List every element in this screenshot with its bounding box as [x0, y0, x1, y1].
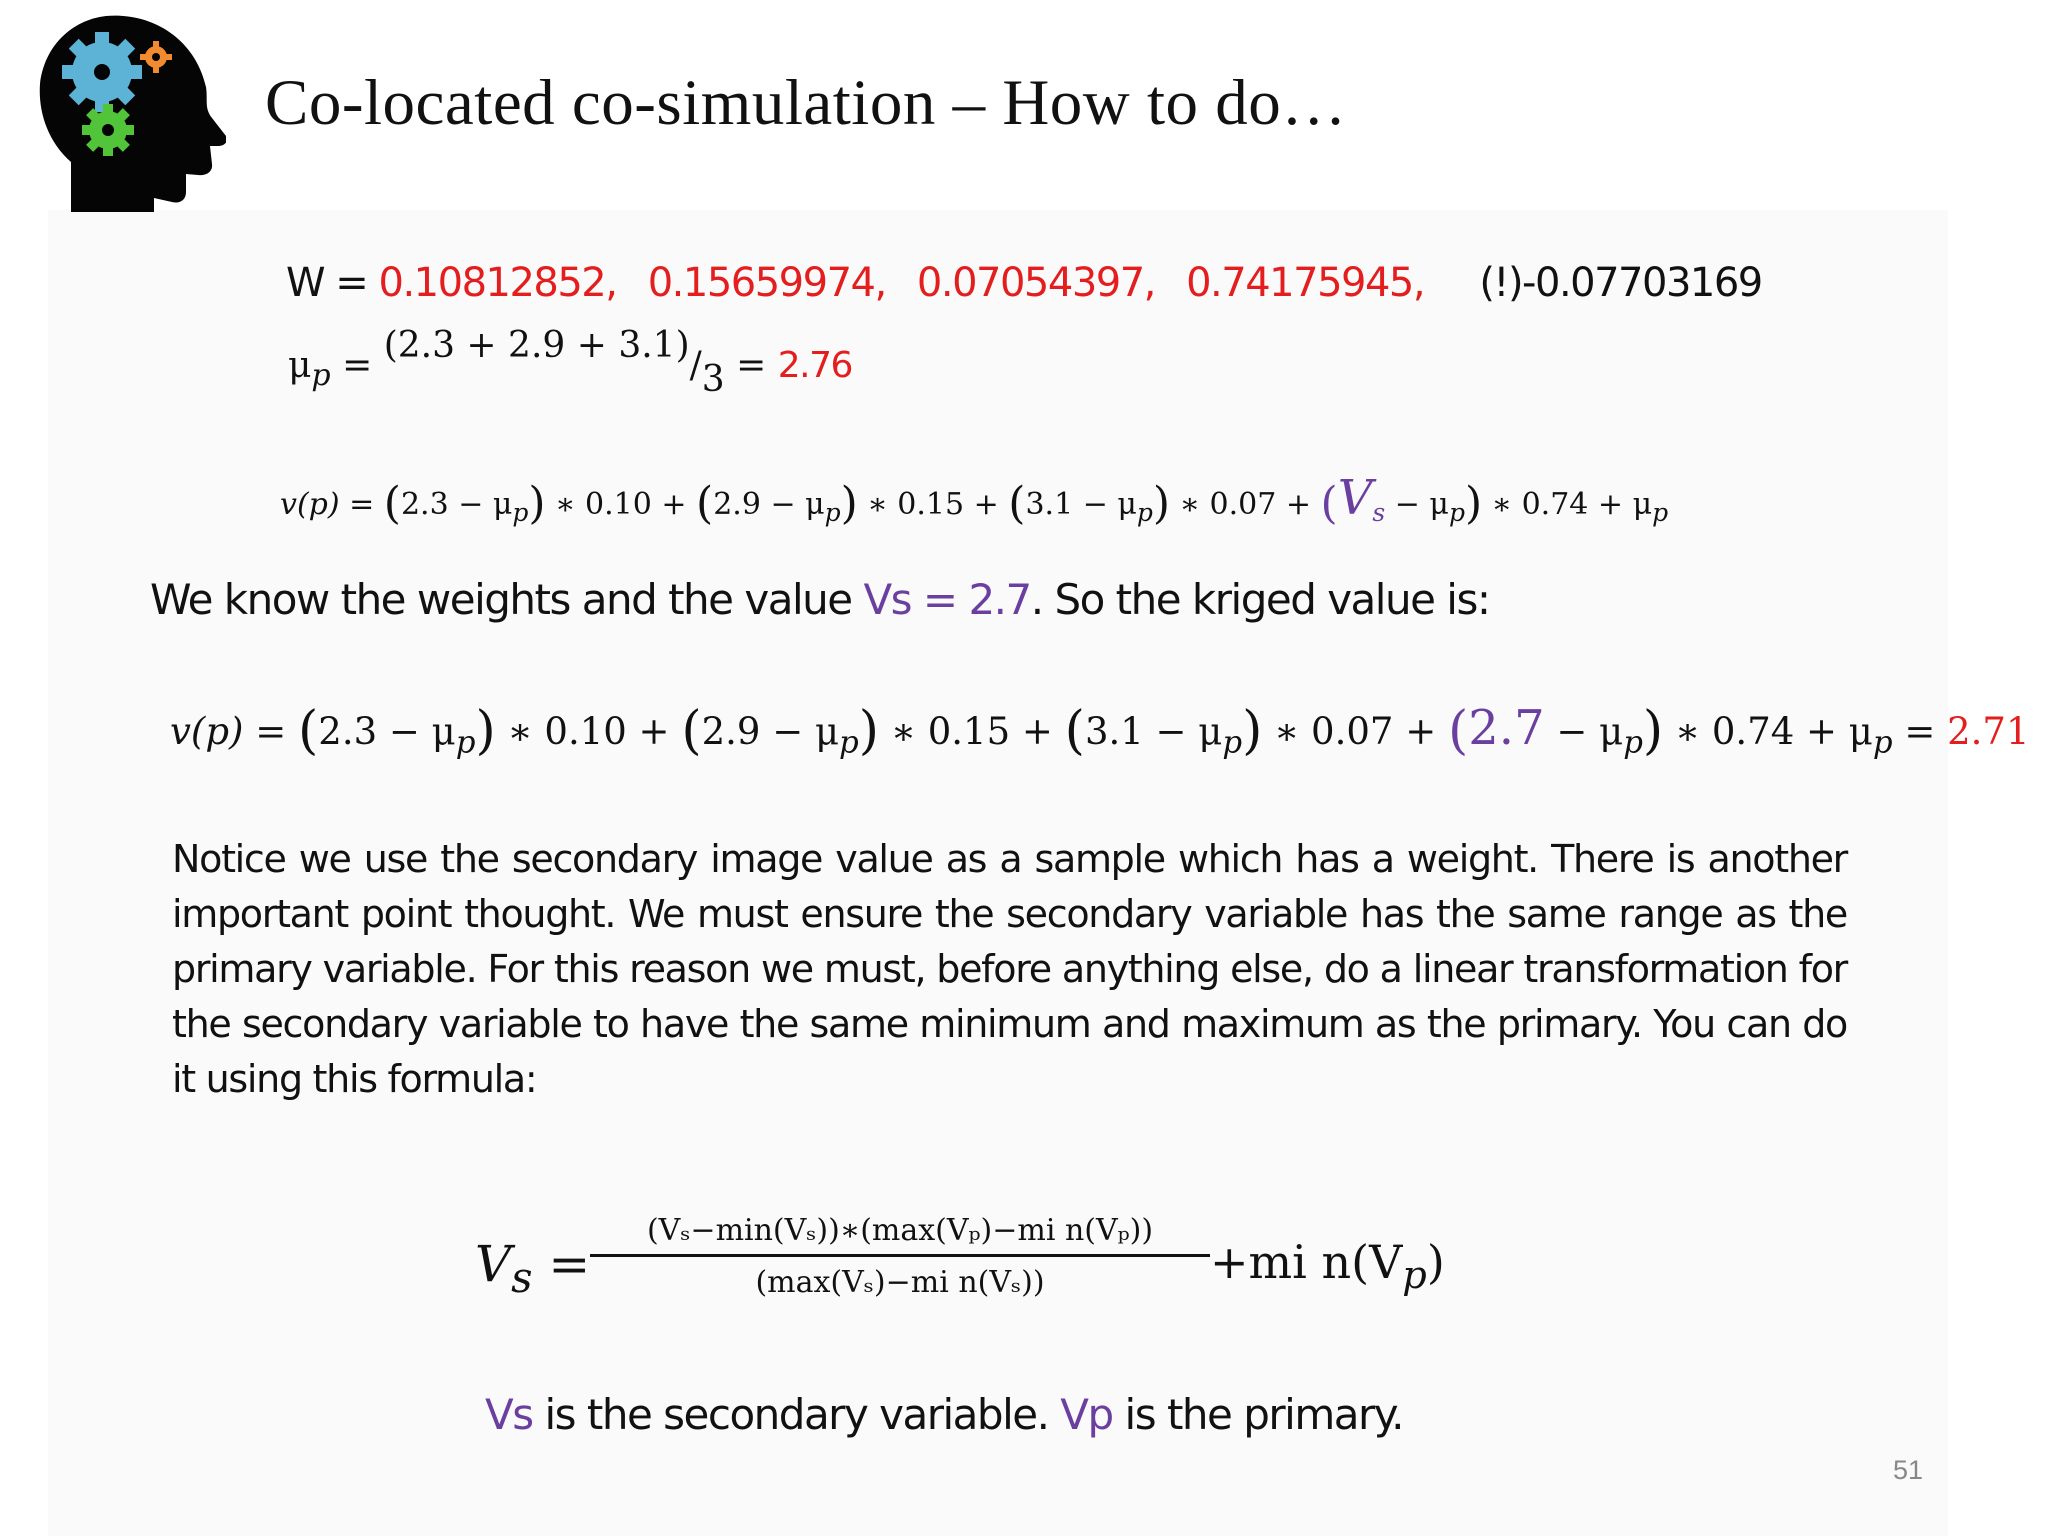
- term-1: 2.3 − μ: [318, 710, 456, 753]
- paren: ): [840, 478, 858, 529]
- paren: ): [475, 701, 496, 761]
- subscript-p: p: [839, 724, 859, 761]
- vs-value: 2.7: [1468, 700, 1545, 756]
- paren: ): [1426, 1235, 1445, 1289]
- explanation-paragraph: Notice we use the secondary image value as a sample which has a weight. There is another important point thought. We must ensure the secondary variable has the same range as the primary variable. For this reason we must, before anything else, do a linear transformation for the secondary variable to have the same minimum and maximum as the primary. You can do it using this formula:: [172, 837, 1847, 1101]
- weight-term: ∗ 0.74 + μ: [1663, 710, 1873, 753]
- paren: (: [383, 478, 401, 529]
- subscript-p: p: [1448, 498, 1465, 527]
- formula-lhs: [475, 1235, 590, 1302]
- vs-value-highlight: Vs = 2.7: [863, 575, 1031, 624]
- term-2: 2.9 − μ: [713, 487, 825, 522]
- vp-label: Vp: [1060, 1390, 1113, 1439]
- vs-label: Vs: [485, 1390, 533, 1439]
- estimator-lhs: v(p) =: [280, 487, 384, 522]
- formula-rhs: [1210, 1235, 1445, 1298]
- weight-value: 0.10812852,: [378, 260, 617, 306]
- kriged-lhs: v(p) =: [170, 710, 298, 753]
- weights-line: [286, 260, 1762, 306]
- sentence-text: We know the weights and the value: [150, 575, 864, 624]
- equals-sign: =: [342, 345, 384, 386]
- vs-symbol: V: [1337, 470, 1373, 526]
- paren: ): [528, 478, 546, 529]
- weight-term: ∗ 0.15 +: [857, 487, 1009, 522]
- estimator-equation: [280, 470, 1668, 529]
- subscript-p: p: [455, 724, 476, 761]
- paren: (: [1064, 701, 1085, 761]
- paren: (: [1320, 478, 1338, 529]
- kriged-equation: [170, 700, 2030, 761]
- term-3: 3.1 − μ: [1084, 710, 1223, 753]
- formula-denominator: (max(Vₛ)−mi n(Vₛ)): [755, 1265, 1045, 1300]
- weights-label: W =: [286, 260, 379, 306]
- weight-value: 0.15659974,: [647, 260, 886, 306]
- kriged-result: 2.71: [1947, 710, 2030, 753]
- vs-symbol: V: [475, 1235, 512, 1293]
- paren: ): [1464, 478, 1483, 529]
- paren: ): [858, 701, 880, 761]
- weight-term: ∗ 0.10 +: [545, 487, 697, 522]
- note-text: is the secondary variable.: [532, 1390, 1061, 1439]
- fraction-slash: /: [689, 345, 702, 386]
- sentence-text: . So the kriged value is:: [1030, 575, 1490, 624]
- paren: (: [1447, 701, 1469, 761]
- formula-fraction: [590, 1213, 1210, 1300]
- subscript-p: p: [512, 498, 529, 527]
- paren: ): [1642, 701, 1664, 761]
- mu-subscript: p: [311, 358, 331, 394]
- term-3: 3.1 − μ: [1025, 487, 1137, 522]
- term-4: − μ: [1385, 487, 1449, 522]
- lagrange-note: (!)-0.07703169: [1479, 260, 1762, 306]
- min-term: +mi n(V: [1210, 1235, 1403, 1289]
- paren: (: [696, 478, 714, 529]
- mean-equation: [288, 325, 852, 435]
- paren: (: [681, 701, 702, 761]
- variables-note: [485, 1390, 1403, 1439]
- weight-term: ∗ 0.07 +: [1170, 487, 1321, 522]
- mean-numerator: (2.3 + 2.9 + 3.1): [383, 325, 690, 366]
- mean-result: 2.76: [777, 345, 852, 386]
- slide-title: Co-located co-simulation – How to do…: [265, 67, 1347, 139]
- equals-sign: =: [736, 345, 778, 386]
- weight-term: ∗ 0.07 +: [1262, 710, 1448, 753]
- formula-numerator: (Vₛ−min(Vₛ))∗(max(Vₚ)−mi n(Vₚ)): [646, 1213, 1154, 1248]
- paren: ): [1242, 701, 1263, 761]
- weight-value: 0.07054397,: [916, 260, 1155, 306]
- fraction-bar: [590, 1254, 1210, 1257]
- subscript-p: p: [1652, 498, 1669, 527]
- mu-symbol: μ: [288, 345, 312, 386]
- term-4: − μ: [1544, 710, 1624, 753]
- paren: (: [297, 701, 319, 761]
- page-number: 51: [1893, 1455, 1924, 1485]
- subscript-s: s: [511, 1253, 533, 1302]
- weight-term: ∗ 0.74 + μ: [1482, 487, 1653, 522]
- mean-denominator: 3: [701, 359, 725, 400]
- subscript-s: s: [1372, 498, 1386, 527]
- subscript-p: p: [824, 498, 841, 527]
- note-text: is the primary.: [1112, 1390, 1403, 1439]
- equals-sign: =: [532, 1235, 591, 1293]
- subscript-p: p: [1872, 724, 1893, 761]
- know-sentence: [150, 575, 1489, 624]
- paren: ): [1152, 478, 1171, 529]
- subscript-p: p: [1402, 1253, 1427, 1299]
- weight-term: ∗ 0.15 +: [879, 710, 1065, 753]
- head-with-gears-icon: [36, 12, 226, 212]
- weight-value: 0.74175945,: [1186, 260, 1425, 306]
- paren: (: [1008, 478, 1026, 529]
- term-1: 2.3 − μ: [400, 487, 513, 522]
- subscript-p: p: [1222, 724, 1243, 761]
- subscript-p: p: [1623, 724, 1643, 761]
- term-2: 2.9 − μ: [701, 710, 840, 753]
- subscript-p: p: [1136, 498, 1153, 527]
- weight-term: ∗ 0.10 +: [495, 710, 682, 753]
- equals-sign: =: [1892, 710, 1948, 753]
